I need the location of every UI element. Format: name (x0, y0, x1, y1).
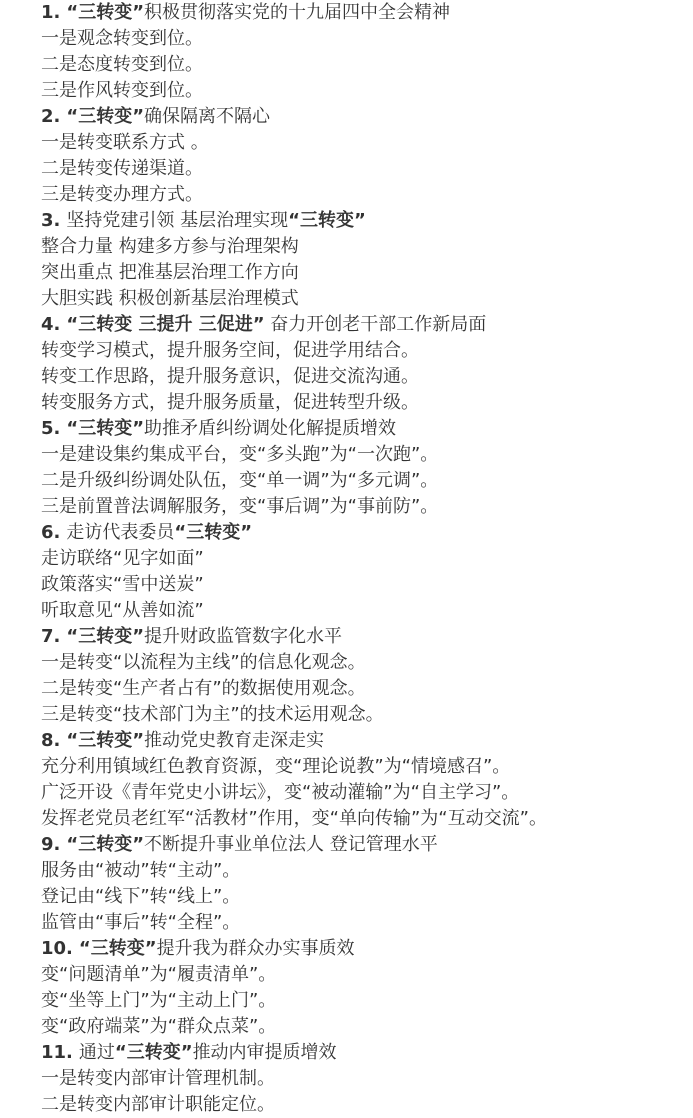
section-item: 突出重点 把准基层治理工作方向 (41, 262, 299, 283)
section-tag: “三转变” (66, 2, 145, 23)
section-item: 一是转变内部审计管理机制。 (41, 1068, 275, 1089)
section-heading (41, 312, 686, 338)
section-number: 9. (41, 834, 61, 855)
section-item: 二是转变“生产者占有”的数据使用观念。 (41, 678, 366, 699)
section-tag: “三转变” (66, 626, 145, 647)
section-item: 一是观念转变到位。 (41, 28, 203, 49)
section-heading (41, 728, 686, 754)
section-number: 8. (41, 730, 61, 751)
section-item: 发挥老党员老红军“活教材”作用，变“单向传输”为“互动交流”。 (41, 808, 547, 829)
section-title: 推动内审提质增效 (192, 1042, 337, 1063)
section-item: 政策落实“雪中送炭” (41, 574, 204, 595)
section-number: 2. (41, 106, 61, 127)
section-title: 助推矛盾纠纷调处化解提质增效 (144, 418, 397, 439)
section-item: 转变工作思路，提升服务意识，促进交流沟通。 (41, 366, 419, 387)
section-number: 7. (41, 626, 61, 647)
section-item: 变“问题清单”为“履责清单”。 (41, 964, 277, 985)
section-item: 一是建设集约集成平台，变“多头跑”为“一次跑”。 (41, 444, 439, 465)
section-prefix: 走访代表委员 (66, 522, 175, 543)
section-tag: “三转变” (66, 730, 145, 751)
section-item: 转变学习模式，提升服务空间，促进学用结合。 (41, 340, 419, 361)
section-number: 11. (41, 1042, 73, 1063)
section-tag: “三转变” (114, 1042, 193, 1063)
section-item: 三是前置普法调解服务，变“事后调”为“事前防”。 (41, 496, 439, 517)
section-prefix: 坚持党建引领 基层治理实现 (66, 210, 289, 231)
section-item: 二是转变内部审计职能定位。 (41, 1094, 275, 1115)
section-heading (41, 416, 686, 442)
section-title: 提升财政监管数字化水平 (144, 626, 343, 647)
section-heading (41, 1040, 686, 1066)
section-heading (41, 832, 686, 858)
section-item: 一是转变“以流程为主线”的信息化观念。 (41, 652, 366, 673)
section-item: 走访联络“见字如面” (41, 548, 204, 569)
section-number: 5. (41, 418, 61, 439)
section-item: 听取意见“从善如流” (41, 600, 204, 621)
section-title: 不断提升事业单位法人 登记管理水平 (144, 834, 438, 855)
section-title: 积极贯彻落实党的十九届四中全会精神 (144, 2, 451, 23)
section-prefix: 通过 (78, 1042, 115, 1063)
section-heading (41, 624, 686, 650)
section-item: 监管由“事后”转“全程”。 (41, 912, 241, 933)
section-item: 三是作风转变到位。 (41, 80, 203, 101)
section-item: 变“坐等上门”为“主动上门”。 (41, 990, 277, 1011)
section-item: 登记由“线下”转“线上”。 (41, 886, 241, 907)
section-title: 确保隔离不隔心 (144, 106, 271, 127)
section-tag: “三转变” (78, 938, 157, 959)
section-item: 变“政府端菜”为“群众点菜”。 (41, 1016, 277, 1037)
section-heading (41, 936, 686, 962)
section-tag: “三转变” (66, 106, 145, 127)
section-item: 二是态度转变到位。 (41, 54, 203, 75)
section-tag: “三转变” (66, 834, 145, 855)
section-heading (41, 520, 686, 546)
section-title: 奋力开创老干部工作新局面 (264, 314, 487, 335)
section-number: 1. (41, 2, 61, 23)
section-heading (41, 104, 686, 130)
section-item: 广泛开设《青年党史小讲坛》，变“被动灌输”为“自主学习”。 (41, 782, 520, 803)
document-body (41, 0, 686, 1118)
section-item: 充分利用镇域红色教育资源，变“理论说教”为“情境感召”。 (41, 756, 511, 777)
section-number: 3. (41, 210, 61, 231)
section-item: 转变服务方式，提升服务质量，促进转型升级。 (41, 392, 419, 413)
section-number: 10. (41, 938, 73, 959)
section-item: 三是转变“技术部门为主”的技术运用观念。 (41, 704, 384, 725)
section-item: 二是升级纠纷调处队伍，变“单一调”为“多元调”。 (41, 470, 439, 491)
section-item: 三是转变办理方式。 (41, 184, 203, 205)
section-number: 6. (41, 522, 61, 543)
section-heading (41, 208, 686, 234)
section-tag: “三转变” (66, 418, 145, 439)
section-item: 一是转变联系方式 。 (41, 132, 209, 153)
section-tag: “三转变 三提升 三促进” (66, 314, 265, 335)
section-heading (41, 0, 686, 26)
section-item: 服务由“被动”转“主动”。 (41, 860, 241, 881)
section-item: 大胆实践 积极创新基层治理模式 (41, 288, 299, 309)
section-title: 提升我为群众办实事质效 (156, 938, 355, 959)
section-number: 4. (41, 314, 61, 335)
section-title: 推动党史教育走深走实 (144, 730, 325, 751)
section-tag: “三转变” (288, 210, 366, 231)
section-item: 二是转变传递渠道。 (41, 158, 203, 179)
section-tag: “三转变” (174, 522, 253, 543)
section-item: 整合力量 构建多方参与治理架构 (41, 236, 299, 257)
